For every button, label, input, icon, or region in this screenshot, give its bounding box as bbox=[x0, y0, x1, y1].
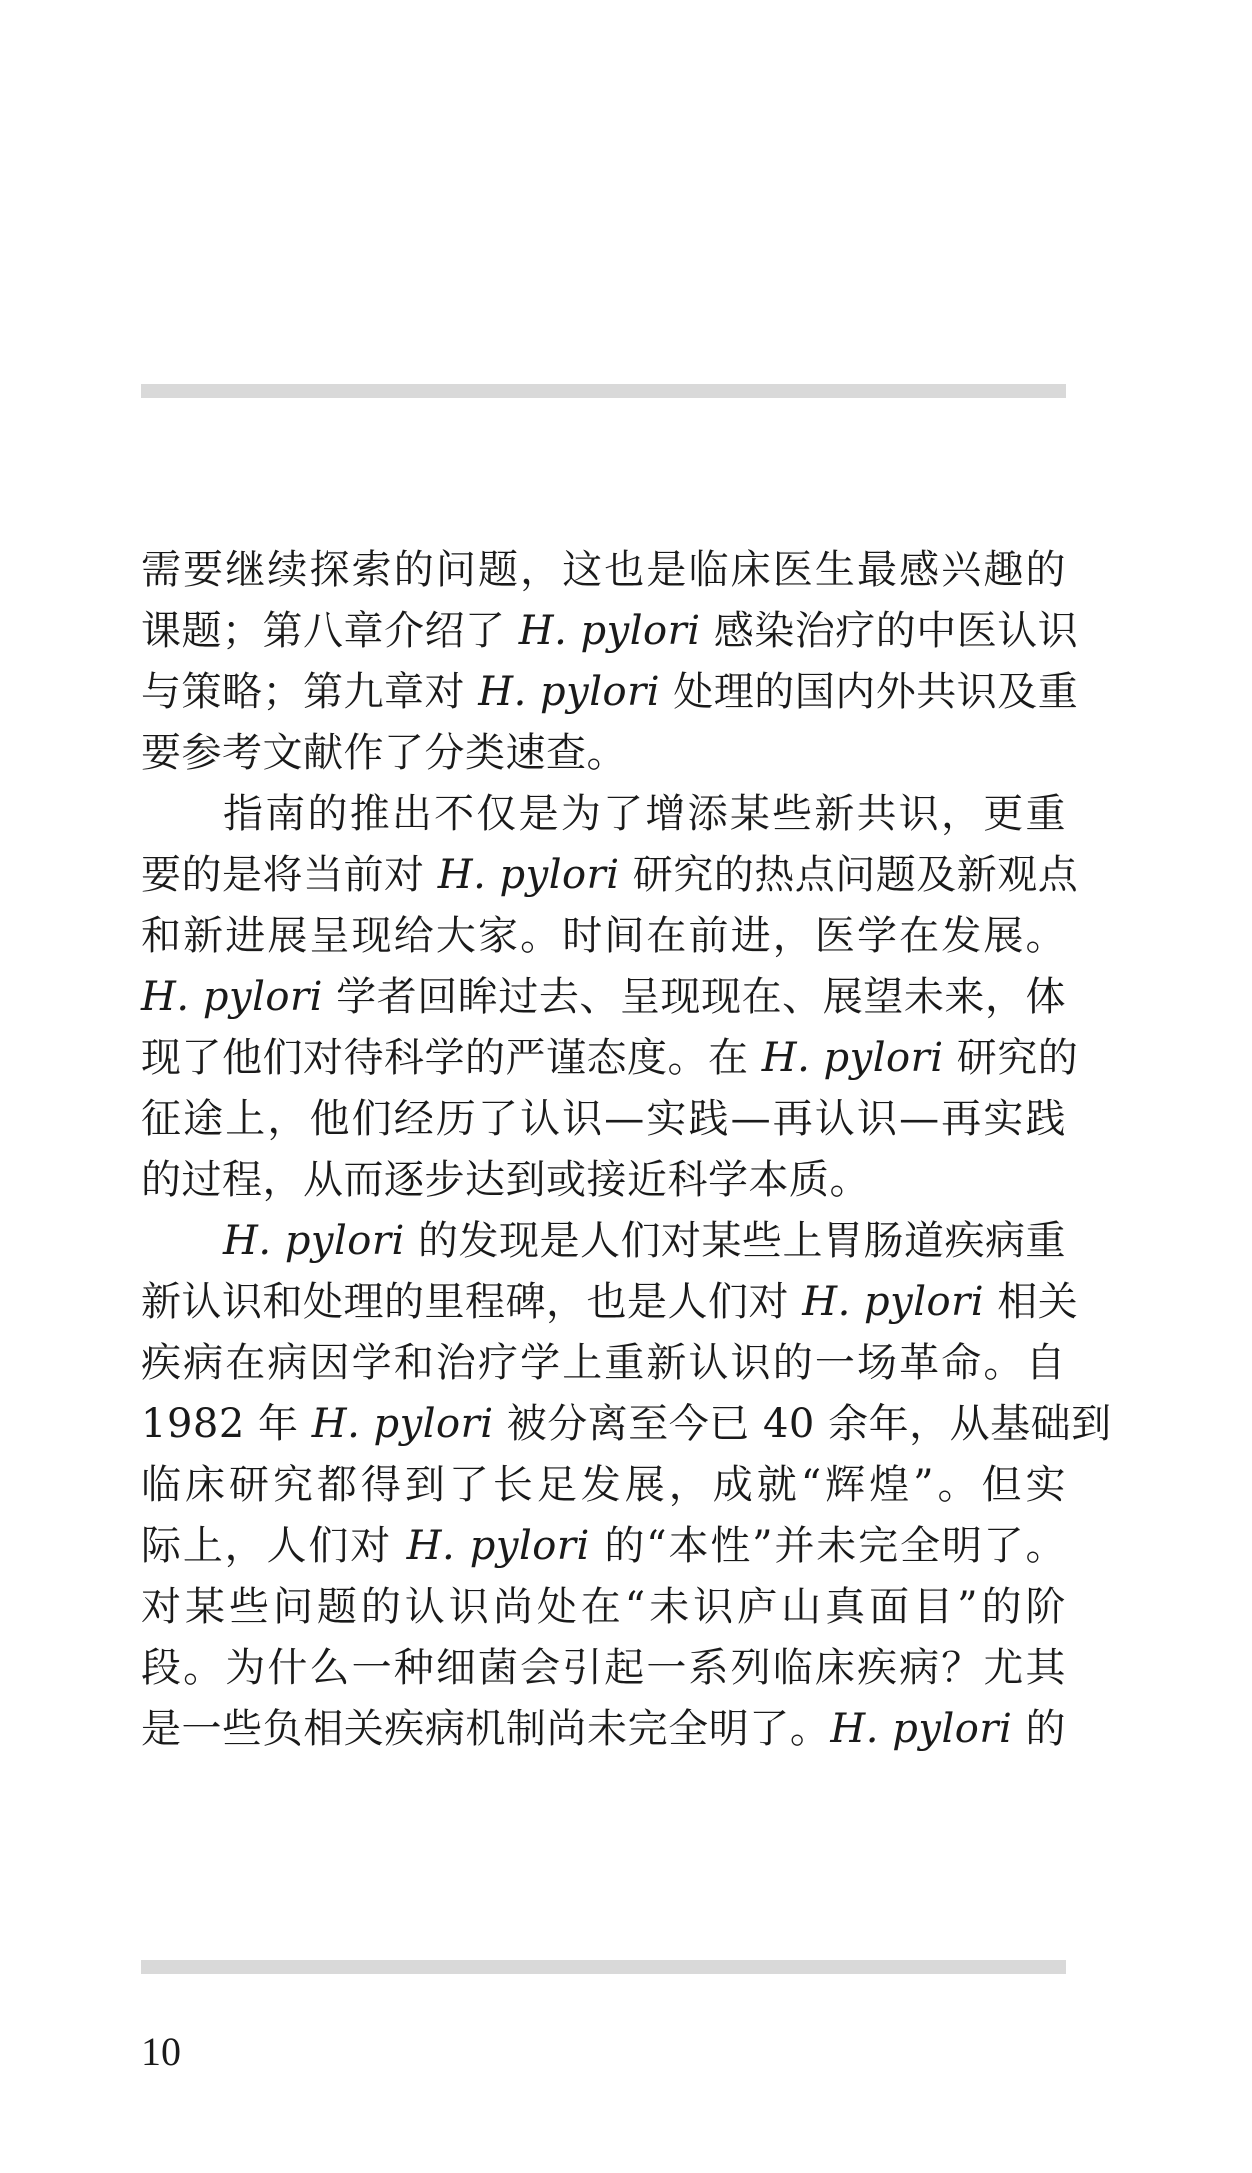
species-name: H. pylori bbox=[518, 608, 701, 654]
text-line: 与策略；第九章对 H. pylori 处理的国内外共识及重 bbox=[141, 669, 1079, 715]
text-line: 对某些问题的认识尚处在“未识庐山真面目”的阶 bbox=[141, 1584, 1066, 1630]
text-line: 疾病在病因学和治疗学上重新认识的一场革命。自 bbox=[141, 1340, 1066, 1386]
species-name: H. pylori bbox=[311, 1401, 494, 1447]
text-line: 要参考文献作了分类速查。 bbox=[141, 730, 627, 776]
text-line: 要的是将当前对 H. pylori 研究的热点问题及新观点 bbox=[141, 852, 1079, 898]
species-name: H. pylori bbox=[830, 1706, 1013, 1752]
text-line: 征途上，他们经历了认识—实践—再认识—再实践 bbox=[141, 1096, 1066, 1142]
text-line: 现了他们对待科学的严谨态度。在 H. pylori 研究的 bbox=[141, 1035, 1079, 1081]
text-line: 1982 年 H. pylori 被分离至今已 40 余年，从基础到 bbox=[141, 1401, 1112, 1447]
text-line: 新认识和处理的里程碑，也是人们对 H. pylori 相关 bbox=[141, 1279, 1079, 1325]
species-name: H. pylori bbox=[141, 974, 323, 1020]
text-line: H. pylori 的发现是人们对某些上胃肠道疾病重 bbox=[223, 1218, 1067, 1264]
header-rule bbox=[141, 384, 1066, 398]
species-name: H. pylori bbox=[406, 1523, 590, 1569]
species-name: H. pylori bbox=[437, 852, 620, 898]
page-number: 10 bbox=[141, 2029, 181, 2074]
text-line: 和新进展呈现给大家。时间在前进，医学在发展。 bbox=[141, 913, 1066, 959]
text-line: 的过程，从而逐步达到或接近科学本质。 bbox=[141, 1157, 870, 1203]
species-name: H. pylori bbox=[802, 1279, 985, 1325]
text-line: 指南的推出不仅是为了增添某些新共识，更重 bbox=[223, 791, 1066, 837]
text-line: 课题；第八章介绍了 H. pylori 感染治疗的中医认识 bbox=[141, 608, 1079, 654]
body-text bbox=[141, 540, 1112, 1760]
text-line: 段。为什么一种细菌会引起一系列临床疾病？尤其 bbox=[141, 1645, 1066, 1691]
text-line: 际上，人们对 H. pylori 的“本性”并未完全明了。 bbox=[141, 1523, 1067, 1569]
footer-rule bbox=[141, 1960, 1066, 1974]
species-name: H. pylori bbox=[478, 669, 661, 715]
text-line: 需要继续探索的问题，这也是临床医生最感兴趣的 bbox=[141, 547, 1066, 593]
species-name: H. pylori bbox=[761, 1035, 944, 1081]
text-line: 临床研究都得到了长足发展，成就“辉煌”。但实 bbox=[141, 1462, 1066, 1508]
text-line: 是一些负相关疾病机制尚未完全明了。H. pylori 的 bbox=[141, 1706, 1067, 1752]
text-line: H. pylori 学者回眸过去、呈现现在、展望未来，体 bbox=[141, 974, 1066, 1020]
species-name: H. pylori bbox=[223, 1218, 405, 1264]
